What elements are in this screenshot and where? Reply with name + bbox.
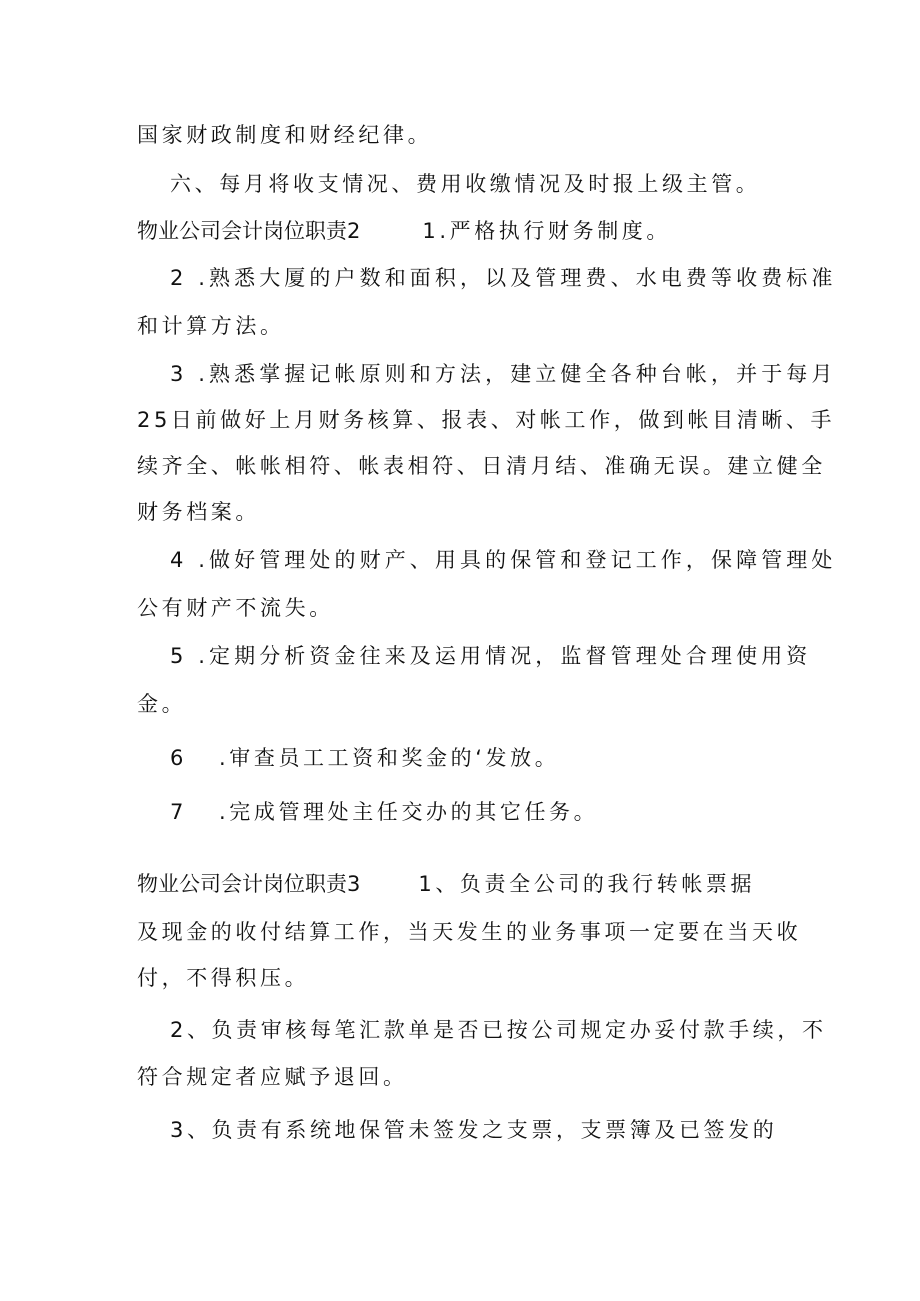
text-line: 六、每月将收支情况、费用收缴情况及时报上级主管。 <box>170 172 761 196</box>
text-segment: 1、负责全公司的我行转帐票据 <box>418 872 756 896</box>
text-line <box>137 216 671 247</box>
item-number: 6 <box>170 746 187 770</box>
item-number: 7 <box>170 800 187 824</box>
text-line: 付，不得积压。 <box>137 966 310 990</box>
text-line <box>170 797 598 828</box>
text-segment: .完成管理处主任交办的其它任务。 <box>218 800 599 824</box>
text-line: 2 .熟悉大厦的户数和面积，以及管理费、水电费等收费标准 <box>170 266 837 290</box>
text-line: 和计算方法。 <box>137 314 285 338</box>
section-heading: 物业公司会计岗位职责2 <box>137 219 361 243</box>
text-line: 续齐全、帐帐相符、帐表相符、日清月结、准确无误。建立健全 <box>137 454 826 478</box>
text-line <box>170 743 559 774</box>
text-line: 5 .定期分析资金往来及运用情况，监督管理处合理使用资 <box>170 644 812 668</box>
text-segment: 1.严格执行财务制度。 <box>422 219 672 243</box>
text-line: 25日前做好上月财务核算、报表、对帐工作，做到帐目清晰、手 <box>137 408 836 432</box>
text-line: 金。 <box>137 692 187 716</box>
text-line <box>137 869 755 900</box>
text-line: 及现金的收付结算工作，当天发生的业务事项一定要在当天收 <box>137 920 802 944</box>
text-line: 3 .熟悉掌握记帐原则和方法，建立健全各种台帐，并于每月 <box>170 362 837 386</box>
text-line: 公有财产不流失。 <box>137 596 334 620</box>
text-line: 3、负责有系统地保管未签发之支票，支票簿及已签发的 <box>170 1118 778 1142</box>
section-heading: 物业公司会计岗位职责3 <box>137 872 361 896</box>
text-line: 符合规定者应赋予退回。 <box>137 1065 408 1089</box>
text-segment: .审查员工工资和奖金的‘发放。 <box>218 746 560 770</box>
text-line: 4 .做好管理处的财产、用具的保管和登记工作，保障管理处 <box>170 548 837 572</box>
text-line: 国家财政制度和财经纪律。 <box>137 123 433 147</box>
text-line: 财务档案。 <box>137 500 260 524</box>
text-line: 2、负责审核每笔汇款单是否已按公司规定办妥付款手续，不 <box>170 1018 827 1042</box>
